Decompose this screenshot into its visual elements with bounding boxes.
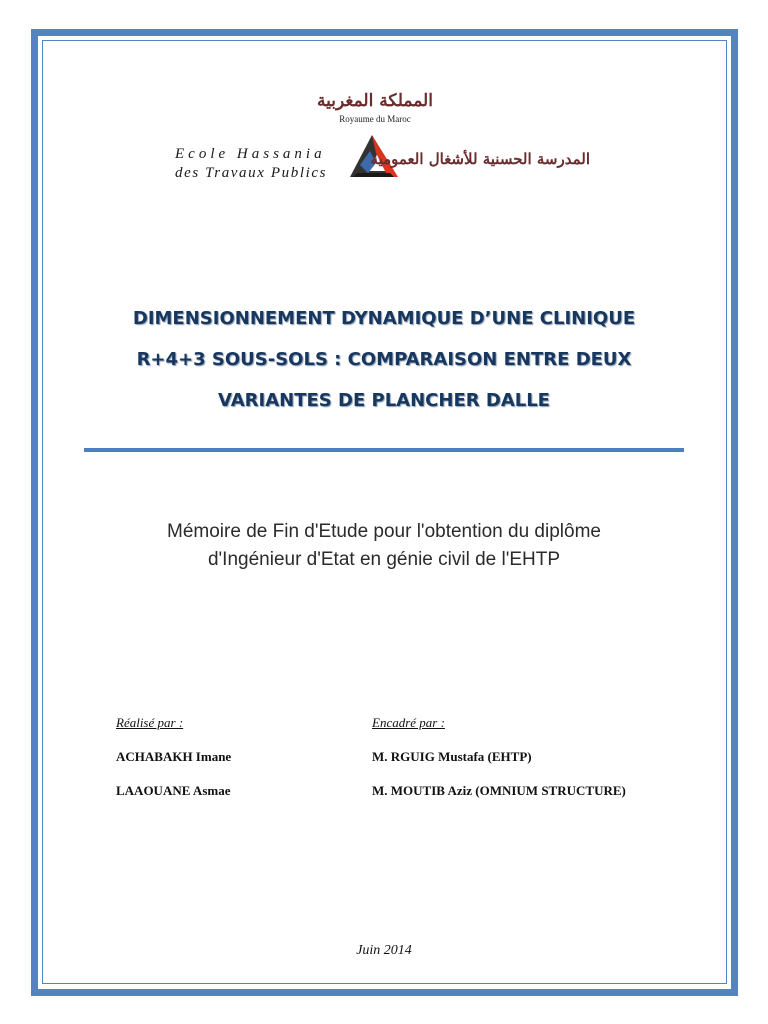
authors-label: Réalisé par : [116, 715, 184, 730]
author-name: LAAOUANE Asmae [116, 783, 231, 798]
title-line3: VARIANTES DE PLANCHER DALLE [218, 390, 550, 411]
page-title [85, 298, 683, 421]
kingdom-arabic-logo: المملكة المغربية [317, 91, 433, 111]
school-name-line2: des Travaux Publics [175, 165, 328, 181]
subtitle-line2: d'Ingénieur d'Etat en génie civil de l'EHTP [207, 549, 561, 570]
school-name-line1: Ecole Hassania [175, 146, 326, 162]
supervisor-name: M. MOUTIB Aziz (OMNIUM STRUCTURE) [372, 783, 626, 798]
author-name: ACHABAKH Imane [116, 749, 232, 764]
school-name-arabic: المدرسة الحسنية للأشغال العمومية [370, 150, 590, 168]
school-name-latin [175, 145, 327, 183]
title-line1: DIMENSIONNEMENT DYNAMIQUE D’UNE CLINIQUE [132, 308, 636, 329]
supervisors-label: Encadré par : [372, 715, 445, 730]
title-divider [84, 448, 684, 452]
kingdom-label: Royaume du Maroc [339, 114, 411, 124]
subtitle-line1: Mémoire de Fin d'Etude pour l'obtention du diplôme [167, 521, 601, 542]
subtitle [95, 518, 673, 574]
date: Juin 2014 [356, 943, 412, 958]
supervisor-name: M. RGUIG Mustafa (EHTP) [372, 749, 532, 764]
title-line2: R+4+3 SOUS-SOLS : COMPARAISON ENTRE DEUX [136, 349, 632, 370]
page-border-inner [42, 40, 727, 984]
